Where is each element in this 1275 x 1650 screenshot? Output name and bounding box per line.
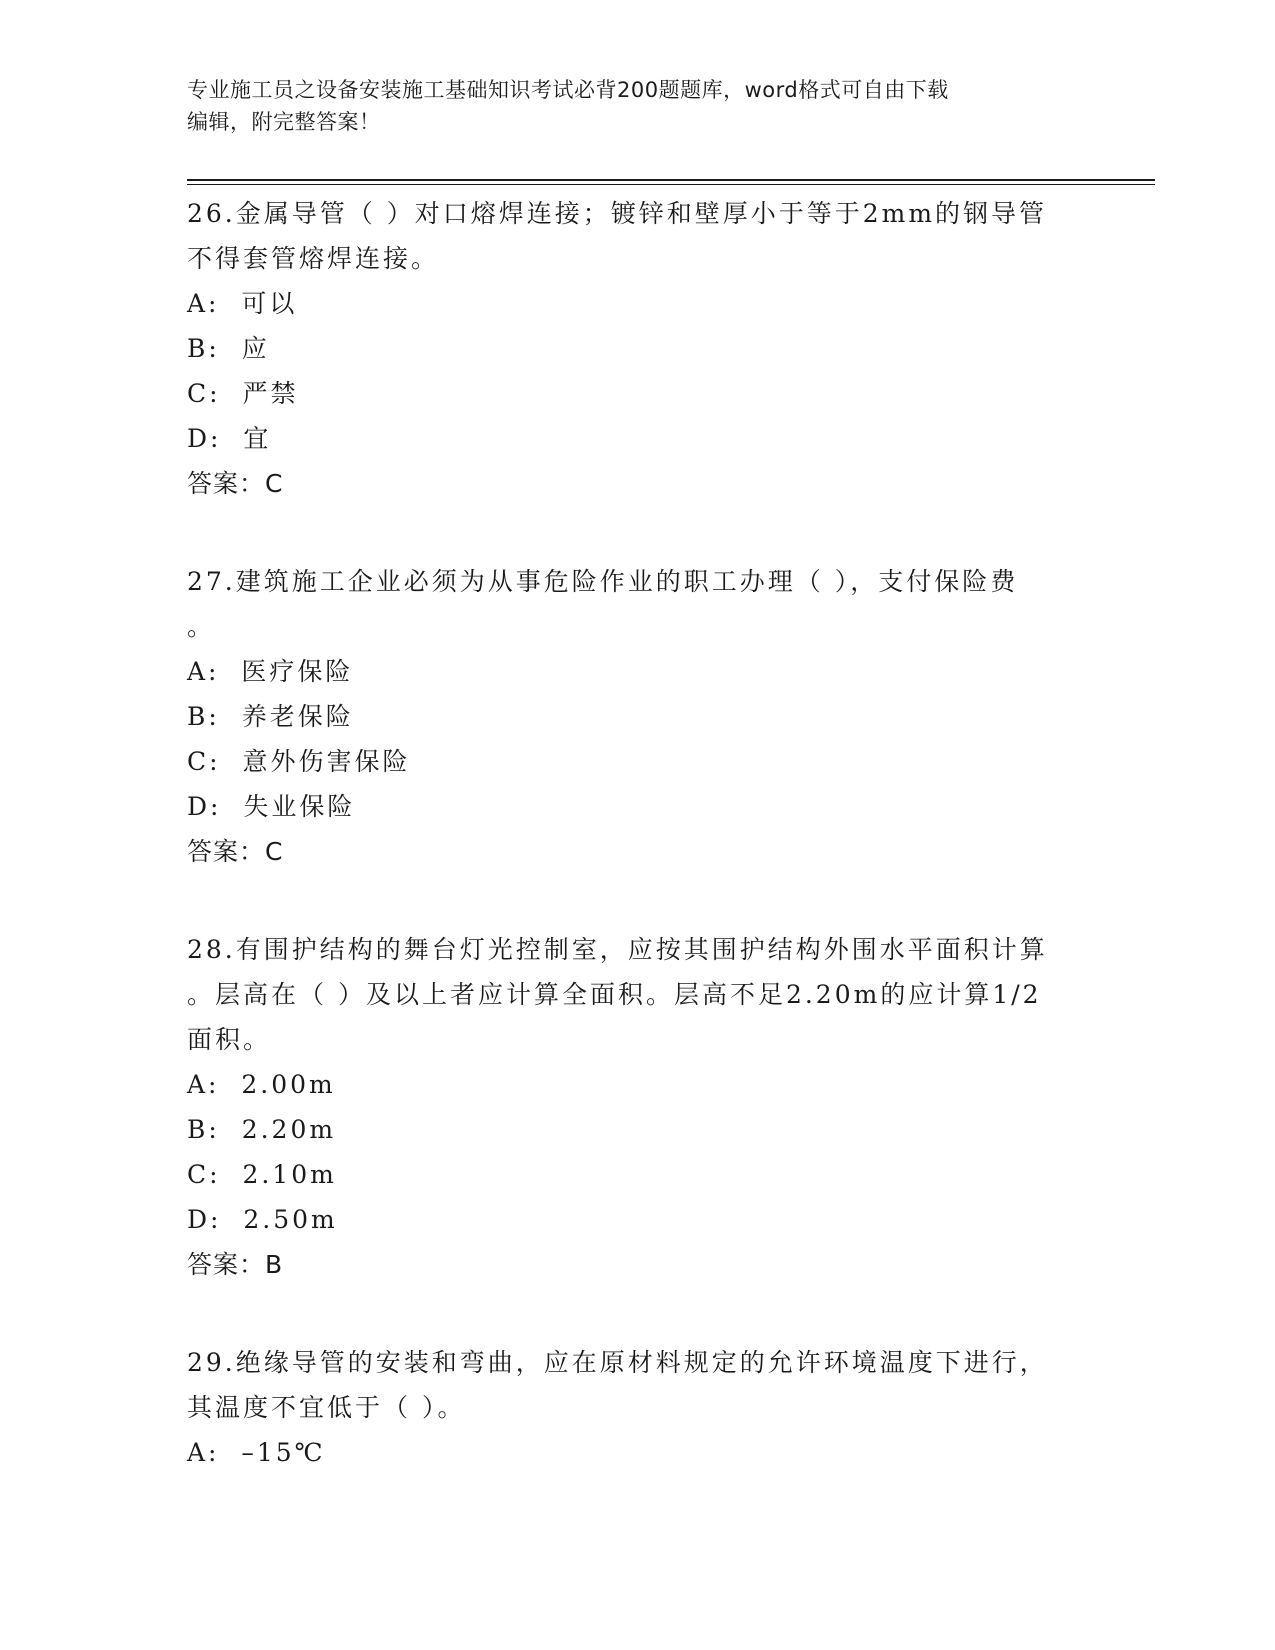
question-29 bbox=[187, 1340, 1087, 1475]
option-a: A: 医疗保险 bbox=[187, 657, 354, 686]
option-d: D: 失业保险 bbox=[187, 792, 356, 821]
document-header bbox=[187, 74, 1087, 138]
question-text-line: 27.建筑施工企业必须为从事危险作业的职工办理（ ），支付保险费 bbox=[187, 567, 1019, 596]
header-line-2: 编辑，附完整答案！ bbox=[187, 110, 381, 134]
option-c: C: 2.10m bbox=[187, 1160, 337, 1189]
header-divider-thin bbox=[187, 184, 1155, 185]
question-list bbox=[187, 191, 1087, 1528]
question-28 bbox=[187, 927, 1087, 1287]
option-c: C: 严禁 bbox=[187, 379, 299, 408]
question-text-line: 不得套管熔焊连接。 bbox=[187, 244, 440, 273]
answer-line: 答案：C bbox=[187, 469, 284, 498]
option-b: B: 2.20m bbox=[187, 1115, 337, 1144]
question-text-line: 。 bbox=[187, 612, 216, 641]
option-a: A: 可以 bbox=[187, 289, 298, 318]
option-d: D: 宜 bbox=[187, 424, 272, 453]
question-text-line: 28.有围护结构的舞台灯光控制室，应按其围护结构外围水平面积计算 bbox=[187, 935, 1048, 964]
answer-line: 答案：B bbox=[187, 1250, 284, 1279]
answer-line: 答案：C bbox=[187, 837, 284, 866]
question-text-line: 其温度不宜低于（ ）。 bbox=[187, 1393, 466, 1422]
header-divider-thick bbox=[187, 179, 1155, 181]
question-text-line: 面积。 bbox=[187, 1025, 272, 1054]
header-line-1: 专业施工员之设备安装施工基础知识考试必背200题题库，word格式可自由下载 bbox=[187, 78, 949, 102]
option-a: A: 2.00m bbox=[187, 1070, 336, 1099]
question-27 bbox=[187, 559, 1087, 874]
question-26 bbox=[187, 191, 1087, 506]
option-b: B: 养老保险 bbox=[187, 702, 354, 731]
question-text-line: 29.绝缘导管的安装和弯曲，应在原材料规定的允许环境温度下进行， bbox=[187, 1348, 1048, 1377]
question-text-line: 26.金属导管（ ）对口熔焊连接；镀锌和壁厚小于等于2mm的钢导管 bbox=[187, 199, 1048, 228]
option-b: B: 应 bbox=[187, 334, 270, 363]
question-text-line: 。层高在（ ）及以上者应计算全面积。层高不足2.20m的应计算1/2 bbox=[187, 980, 1042, 1009]
option-d: D: 2.50m bbox=[187, 1205, 338, 1234]
option-a: A: –15℃ bbox=[187, 1438, 326, 1467]
option-c: C: 意外伤害保险 bbox=[187, 747, 411, 776]
